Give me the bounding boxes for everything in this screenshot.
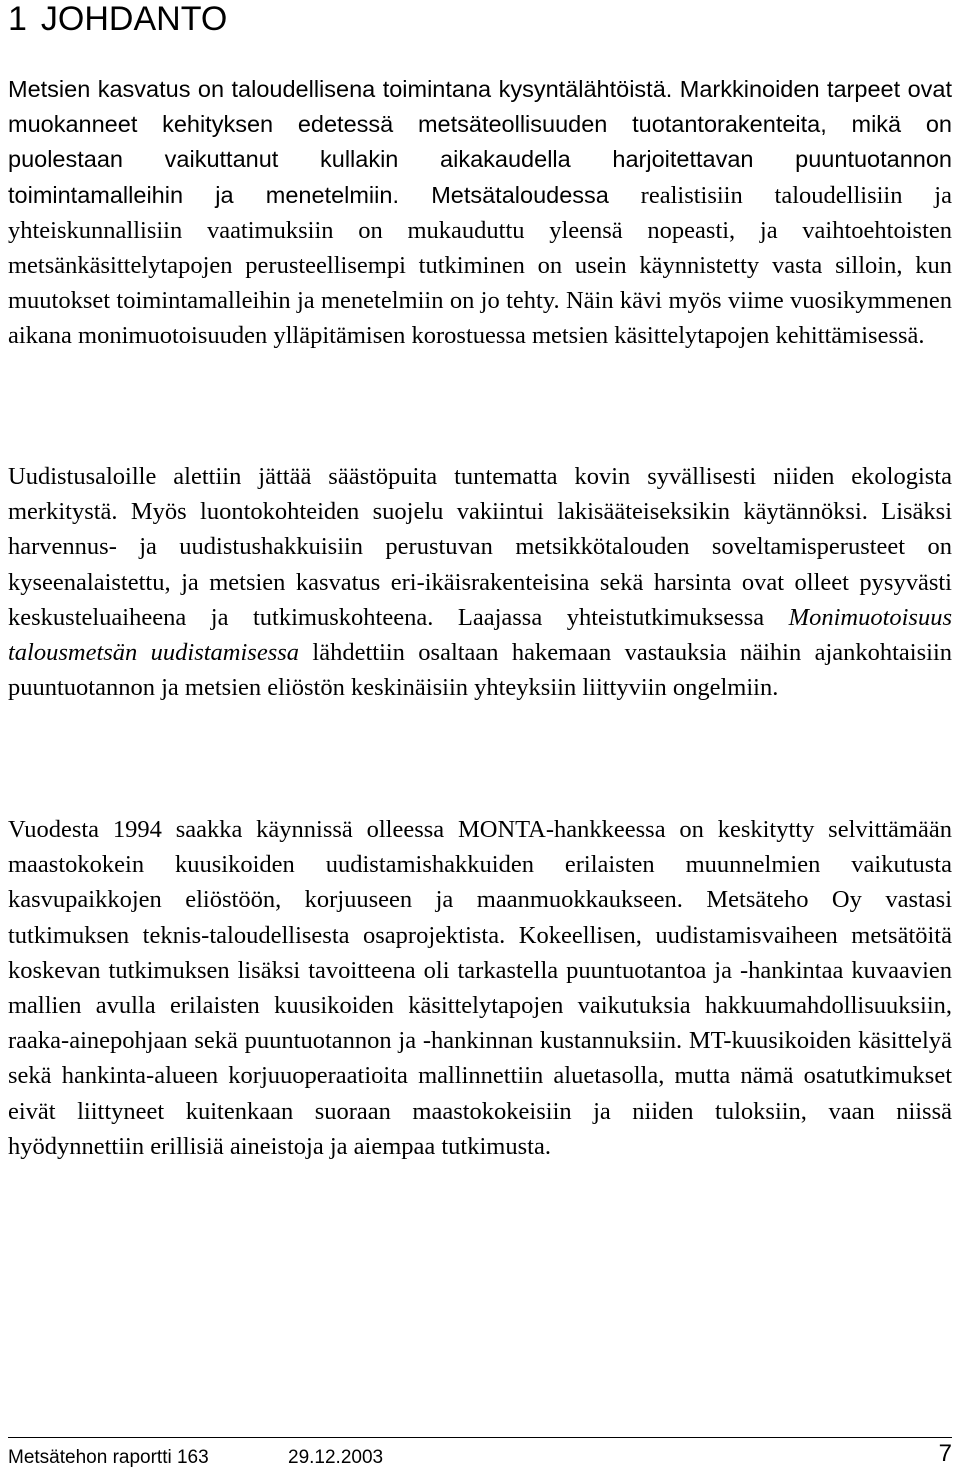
paragraph-regeneration: [8, 459, 952, 705]
chapter-title: JOHDANTO: [40, 0, 228, 38]
paragraph-monta: [8, 812, 952, 1164]
paragraph-intro-sans-part: Metsien kasvatus on taloudellisena toimintana kysyntälähtöistä. Markkinoiden tarpeet ovat muokanneet kehityksen edetessä metsäteollisuuden tuotantorakenteita, mikä on puolestaan vaikuttanut kullakin aikakaudella harjoitettavan puuntuotannon toimintamalleihin ja menetelmiin. Metsätaloudessa: [8, 76, 952, 208]
chapter-heading: [8, 0, 227, 38]
page-footer: [8, 1437, 952, 1474]
footer-date: 29.12.2003: [288, 1447, 384, 1468]
research-title-italic: Monimuotoisuus talousmetsän uudistamisessa: [8, 603, 952, 667]
footer-report-name: Metsätehon raportti 163: [8, 1447, 209, 1468]
chapter-number: 1: [8, 0, 27, 38]
paragraph-monta-text: Vuodesta 1994 saakka käynnissä olleessa MONTA-hankkeessa on keskitytty selvittämään maastokokein kuusikoiden uudistamishakkuiden erilaisten muunnelmien vaikutusta kasvupaikkojen eliöstöön, korjuuseen ja maanmuokkaukseen. Metsäteho Oy vastasi tutkimuksen teknis-taloudellisesta osaprojektista. Kokeellisen, uudistamisvaiheen metsätöitä koskevan tutkimuksen lisäksi tavoitteena oli tarkastella puuntuotantoa ja -hankintaa kuvaavien mallien avulla erilaisten kuusikoiden käsittelytapojen vaikutuksia hakkuumahdollisuuksiin, raaka-ainepohjaan sekä puuntuotannon ja -hankinnan kustannuksiin. MT-kuusikoiden käsittelyä sekä hankinta-alueen korjuuoperaatioita mallinnettiin aluetasolla, mutta nämä osatutkimukset eivät liittyneet kuitenkaan suoraan maastokokeisiin ja niiden tuloksiin, vaan niissä hyödynnettiin erillisiä aineistoja ja aiempaa tutkimusta.: [8, 816, 952, 1160]
paragraph-intro: [8, 72, 952, 354]
paragraph-regeneration-text: Uudistusaloille alettiin jättää säästöpuita tuntematta kovin syvällisesti niiden ekologista merkitystä. Myös luontokohteiden suojelu vakiintui lakisääteiseksikin käytännöksi. Lisäksi harvennus- ja uudistushakkuisiin perustuvan metsikkötalouden soveltamisperusteet on kyseenalaistettu, ja metsien kasvatus eri-ikäisrakenteisina sekä harsinta ovat olleet pysyvästi keskusteluaiheena ja tutkimuskohteena. Laajassa yhteistutkimuksessa: [8, 463, 952, 631]
paragraph-intro-serif-part: realistisiin taloudellisiin ja yhteiskunnallisiin vaatimuksiin on mukauduttu yleensä nopeasti, ja vaihtoehtoisten metsänkäsittelytapojen perusteellisempi tutkiminen on usein käynnistetty vasta silloin, kun muutokset toimintamalleihin ja menetelmiin on jo tehty. Näin kävi myös viime vuosikymmenen aikana monimuotoisuuden ylläpitämisen korostuessa metsien käsittelytapojen kehittämisessä.: [8, 181, 952, 350]
paragraph-regeneration-text-end: lähdettiin osaltaan hakemaan vastauksia näihin ajankohtaisiin puuntuotannon ja metsien eliöstön keskinäisiin yhteyksiin liittyviin ongelmiin.: [8, 639, 953, 702]
footer-page-number: 7: [938, 1440, 952, 1467]
